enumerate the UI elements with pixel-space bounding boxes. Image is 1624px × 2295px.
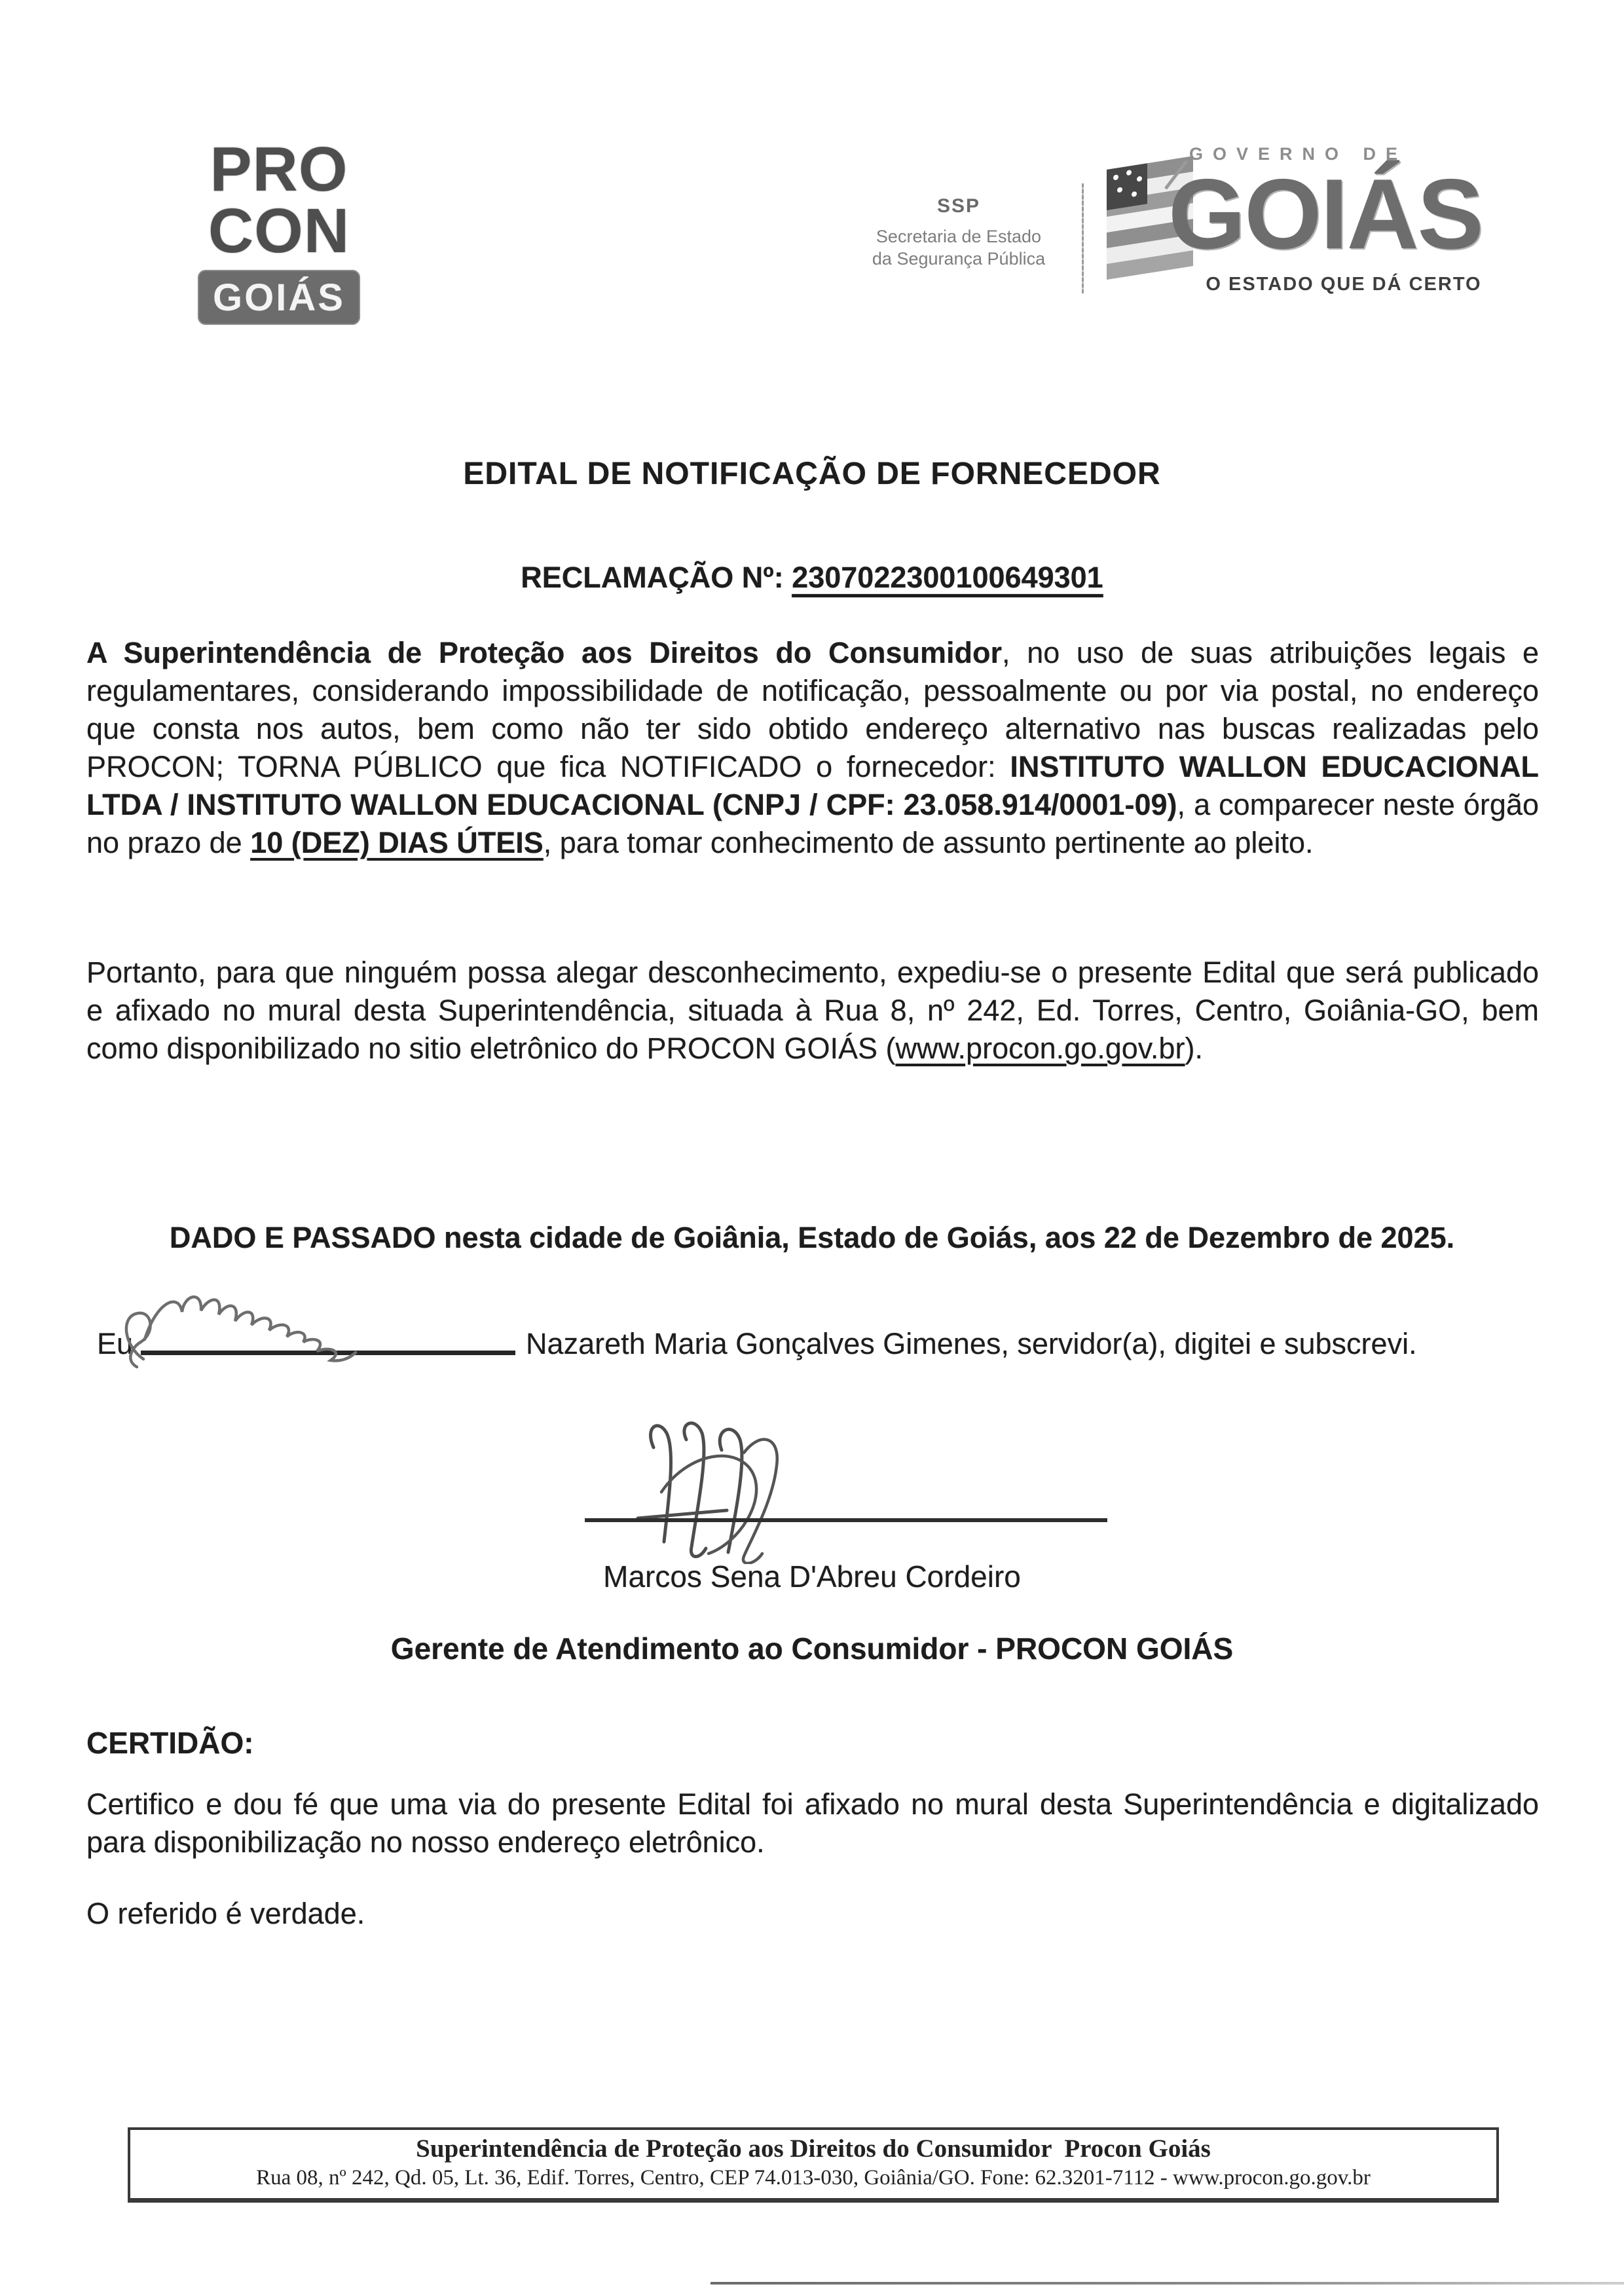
certidao-closing: O referido é verdade.: [86, 1897, 365, 1930]
footer-box: [128, 2127, 1499, 2203]
ssp-block: [863, 195, 1054, 270]
para1-run-2: , a comparecer neste órgão no prazo de: [86, 788, 1539, 859]
para1-run-3: , para tomar conhecimento de assunto pertinente ao pleito.: [543, 826, 1314, 859]
complaint-label: RECLAMAÇÃO Nº:: [521, 561, 792, 594]
paragraph-publication: [86, 954, 1539, 1068]
para1-bold-intro: A Superintendência de Proteção aos Direitos do Consumidor: [86, 636, 1003, 669]
document-title: EDITAL DE NOTIFICAÇÃO DE FORNECEDOR: [463, 457, 1161, 491]
para1-run-1: , no uso de suas atribuições legais e regulamentares, considerando impossibilidade de notificação, pessoalmente ou por via postal, no endereço que consta nos autos, bem como não ter sido obtido endereço alternativo nas buscas realizadas pelo PROCON; TORNA PÚBLICO que fica NOTIFICADO o fornecedor:: [86, 636, 1539, 783]
header-divider: [1082, 183, 1084, 293]
gerente-signature-icon: [616, 1413, 897, 1564]
eu-clause: [97, 1327, 1603, 1361]
complaint-number: 2307022300100649301: [792, 561, 1103, 594]
governo-goias-logo: [1105, 144, 1511, 308]
footer-address-line: Rua 08, nº 242, Qd. 05, Lt. 36, Edif. Torres, Centro, CEP 74.013-030, Goiânia/GO. Fone: 62.3201-7112 - www.procon.go.gov.br: [256, 2166, 1371, 2190]
procon-url: www.procon.go.gov.br: [895, 1032, 1185, 1065]
governo-de-label: GOVERNO DE: [1189, 144, 1408, 164]
para2-run-2: ).: [1185, 1032, 1203, 1065]
procon-logo-goias-badge: GOIÁS: [198, 270, 360, 325]
eu-prefix: Eu: [97, 1327, 134, 1360]
procon-logo-line-pro: PRO: [210, 134, 348, 204]
scanner-artifact-line: [710, 2282, 1624, 2285]
signatory-name: Marcos Sena D'Abreu Cordeiro: [603, 1559, 1021, 1594]
para1-bold-supplier: INSTITUTO WALLON EDUCACIONAL LTDA / INSTITUTO WALLON EDUCACIONAL (CNPJ / CPF: 23.058.914/0001-09): [86, 750, 1539, 821]
eu-suffix: Nazareth Maria Gonçalves Gimenes, servidor(a), digitei e subscrevi.: [526, 1327, 1417, 1360]
footer-org-line: Superintendência de Proteção aos Direitos do Consumidor Procon Goiás: [416, 2135, 1211, 2163]
ssp-line-1: Secretaria de Estado: [876, 227, 1042, 246]
dado-passado-line: DADO E PASSADO nesta cidade de Goiânia, Estado de Goiás, aos 22 de Dezembro de 2025.: [169, 1221, 1455, 1254]
certidao-text: Certifico e dou fé que uma via do presente Edital foi afixado no mural desta Superintendência e digitalizado para disponibilização no nosso endereço eletrônico.: [86, 1787, 1539, 1859]
goias-wordmark: GOIÁS: [1168, 159, 1483, 270]
signature-line-servidor: [141, 1343, 515, 1355]
ssp-acronym: SSP: [936, 195, 981, 217]
procon-logo-line-con: CON: [208, 196, 350, 267]
paragraph-notification: [86, 634, 1539, 862]
ssp-spacer: [863, 217, 1054, 225]
para1-bold-deadline: 10 (DEZ) DIAS ÚTEIS: [250, 826, 544, 859]
procon-goias-logo: [198, 134, 360, 325]
servidor-signature-icon: [119, 1262, 485, 1377]
certidao-heading: CERTIDÃO:: [86, 1726, 254, 1760]
ssp-line-2: da Segurança Pública: [872, 249, 1046, 269]
signatory-role: Gerente de Atendimento ao Consumidor - PROCON GOIÁS: [390, 1632, 1234, 1666]
complaint-number-line: [0, 561, 1624, 595]
para2-run-1: Portanto, para que ninguém possa alegar desconhecimento, expediu-se o presente Edital que será publicado e afixado no mural desta Superintendência, situada à Rua 8, nº 242, Ed. Torres, Centro, Goiânia-GO, bem como disponibilizado no sitio eletrônico do PROCON GOIÁS (: [86, 956, 1539, 1065]
goias-tagline: O ESTADO QUE DÁ CERTO: [1206, 274, 1482, 295]
signature-line-gerente: [585, 1518, 1107, 1522]
